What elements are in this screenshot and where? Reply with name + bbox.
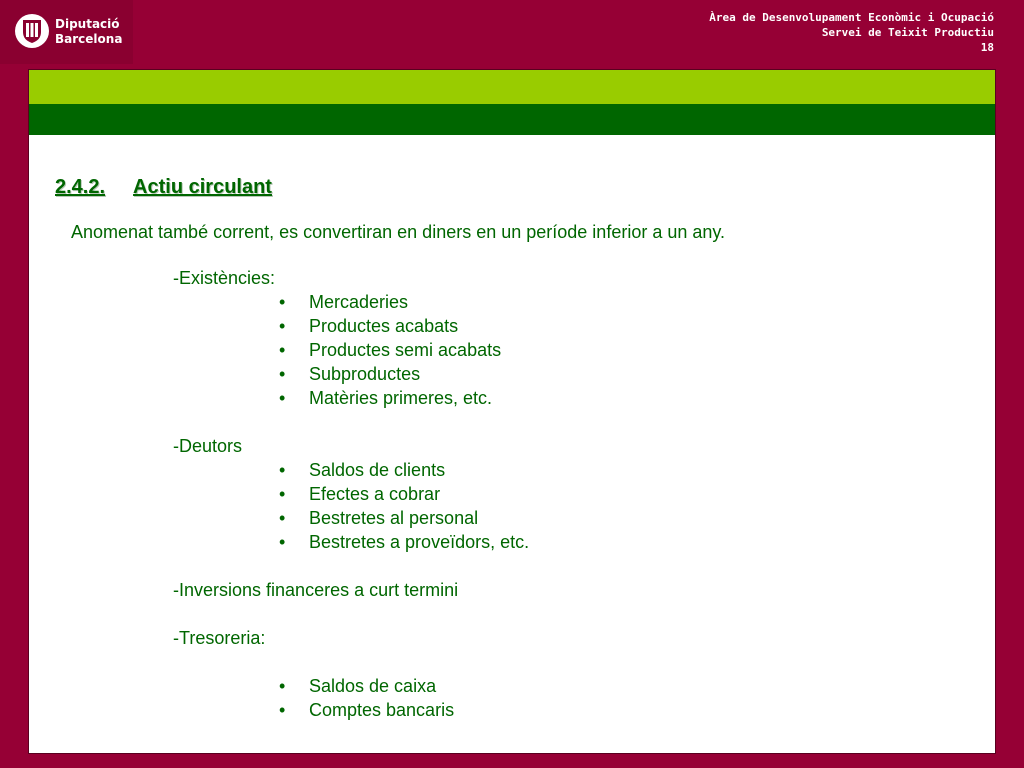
- bullet-icon: •: [279, 388, 286, 408]
- list-item: [279, 458, 445, 482]
- bullet-icon: •: [279, 364, 286, 384]
- bullet-icon: •: [279, 532, 286, 552]
- list-item: [279, 362, 420, 386]
- coat-of-arms-icon: [15, 14, 49, 48]
- list-item: [279, 698, 454, 722]
- intro-text: Anomenat també corrent, es convertiran en diners en un període inferior a un any.: [71, 222, 726, 242]
- header-info: [709, 10, 994, 55]
- section-heading: -Deutors: [173, 436, 243, 456]
- list-item-text: Saldos de clients: [309, 460, 446, 480]
- list-item-text: Productes semi acabats: [309, 340, 502, 360]
- section-heading: -Tresoreria:: [173, 628, 266, 648]
- list-item: [279, 506, 478, 530]
- list-item-text: Productes acabats: [309, 316, 459, 336]
- bullet-icon: •: [279, 676, 286, 696]
- logo-line-2: Barcelona: [55, 32, 123, 46]
- slide-panel: [28, 69, 996, 754]
- section-heading: -Inversions financeres a curt termini: [173, 580, 459, 600]
- list-item-text: Comptes bancaris: [309, 700, 455, 720]
- department-name: Àrea de Desenvolupament Econòmic i Ocupació: [709, 11, 994, 24]
- logo-text: [55, 17, 122, 47]
- header-band-dark: [29, 104, 995, 135]
- list-item-text: Bestretes a proveïdors, etc.: [309, 532, 530, 552]
- bullet-icon: •: [279, 508, 286, 528]
- list-item-text: Subproductes: [309, 364, 421, 384]
- list-item: [279, 386, 492, 410]
- bullet-icon: •: [279, 700, 286, 720]
- service-name: Servei de Teixit Productiu: [821, 26, 994, 39]
- list-item-text: Mercaderies: [309, 292, 409, 312]
- list-item: [279, 338, 501, 362]
- list-item: [279, 482, 440, 506]
- list-item: [279, 674, 436, 698]
- bullet-icon: •: [279, 484, 286, 504]
- list-item-text: Matèries primeres, etc.: [309, 388, 493, 408]
- bullet-icon: •: [279, 340, 286, 360]
- list-item: [279, 290, 408, 314]
- list-item: [279, 530, 529, 554]
- header-band-light: [29, 70, 995, 104]
- section-heading: -Existències:: [173, 268, 276, 288]
- bullet-icon: •: [279, 292, 286, 312]
- list-item-text: Efectes a cobrar: [309, 484, 441, 504]
- title-text: Actiu circulant: [133, 176, 272, 198]
- slide-title: [55, 176, 272, 199]
- page-number: 18: [980, 41, 994, 54]
- bullet-icon: •: [279, 316, 286, 336]
- title-number: 2.4.2.: [55, 176, 106, 198]
- list-item-text: Saldos de caixa: [309, 676, 437, 696]
- bullet-icon: •: [279, 460, 286, 480]
- list-item: [279, 314, 458, 338]
- list-item-text: Bestretes al personal: [309, 508, 479, 528]
- logo: [0, 0, 133, 64]
- logo-line-1: Diputació: [55, 17, 120, 31]
